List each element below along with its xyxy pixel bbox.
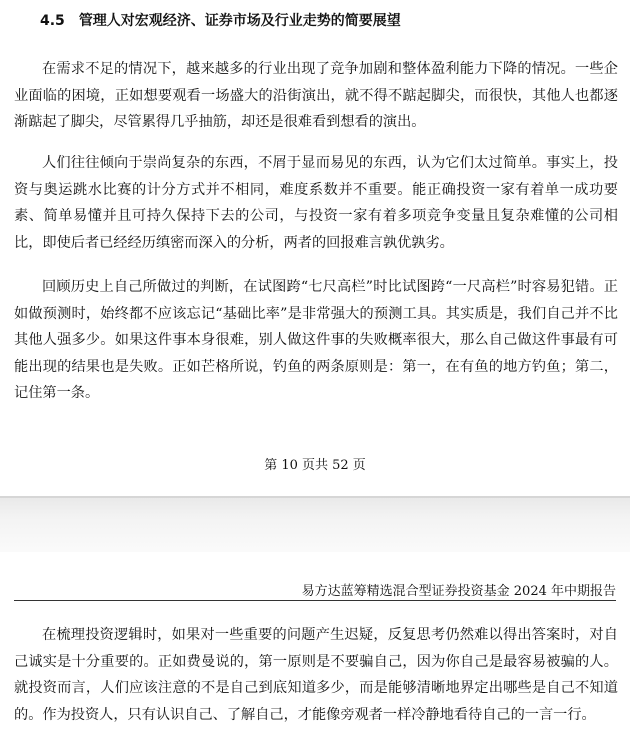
section-heading	[40, 10, 401, 30]
page-number-footer: 第 10 页共 52 页	[264, 458, 366, 473]
paragraph-4: 在梳理投资逻辑时，如果对一些重要的问题产生迟疑，反复思考仍然难以得出答案时，对自己诚实是十分重要的。正如费曼说的，第一原则是不要骗自己，因为你自己是最容易被骗的人。就投资而言，人们应该注意的不是自己到底知道多少，而是能够清晰地界定出哪些是自己不知道的。作为投资人，只有认识自己、了解自己，才能像旁观者一样冷静地看待自己的一言一行。	[14, 627, 618, 723]
section-title: 管理人对宏观经济、证券市场及行业走势的简要展望	[78, 13, 401, 29]
report-page-11	[0, 552, 630, 740]
paragraph-1: 在需求不足的情况下，越来越多的行业出现了竞争加剧和整体盈利能力下降的情况。一些企业面临的困境，正如想要观看一场盛大的沿街演出，就不得不踮起脚尖，而很快，其他人也都逐渐踮起了脚尖，尽管累得几乎抽筋，却还是很难看到想看的演出。	[14, 61, 618, 130]
paragraph-3: 回顾历史上自己所做过的判断，在试图跨“七尺高栏”时比试图跨“一尺高栏”时容易犯错。正如做预测时，始终都不应该忘记“基础比率”是非常强大的预测工具。其实质是，我们自己并不比其他人强多少。如果这件事本身很难，别人做这件事的失败概率很大，那么自己做这件事最有可能出现的结果也是失败。正如芒格所说，钓鱼的两条原则是：第一，在有鱼的地方钓鱼；第二，记住第一条。	[14, 279, 618, 401]
header-divider	[14, 600, 616, 601]
section-number: 4.5	[40, 13, 65, 29]
page-separator	[0, 496, 630, 554]
paragraph-2: 人们往往倾向于崇尚复杂的东西，不屑于显而易见的东西，认为它们太过简单。事实上，投资与奥运跳水比赛的计分方式并不相同，难度系数并不重要。能正确投资一家有着单一成功要素、简单易懂并且可持久保持下去的公司，与投资一家有着多项竞争变量且复杂难懂的公司相比，即使后者已经经历缜密而深入的分析，两者的回报难言孰优孰劣。	[14, 155, 618, 251]
report-running-header: 易方达蓝筹精选混合型证券投资基金 2024 年中期报告	[301, 584, 616, 599]
